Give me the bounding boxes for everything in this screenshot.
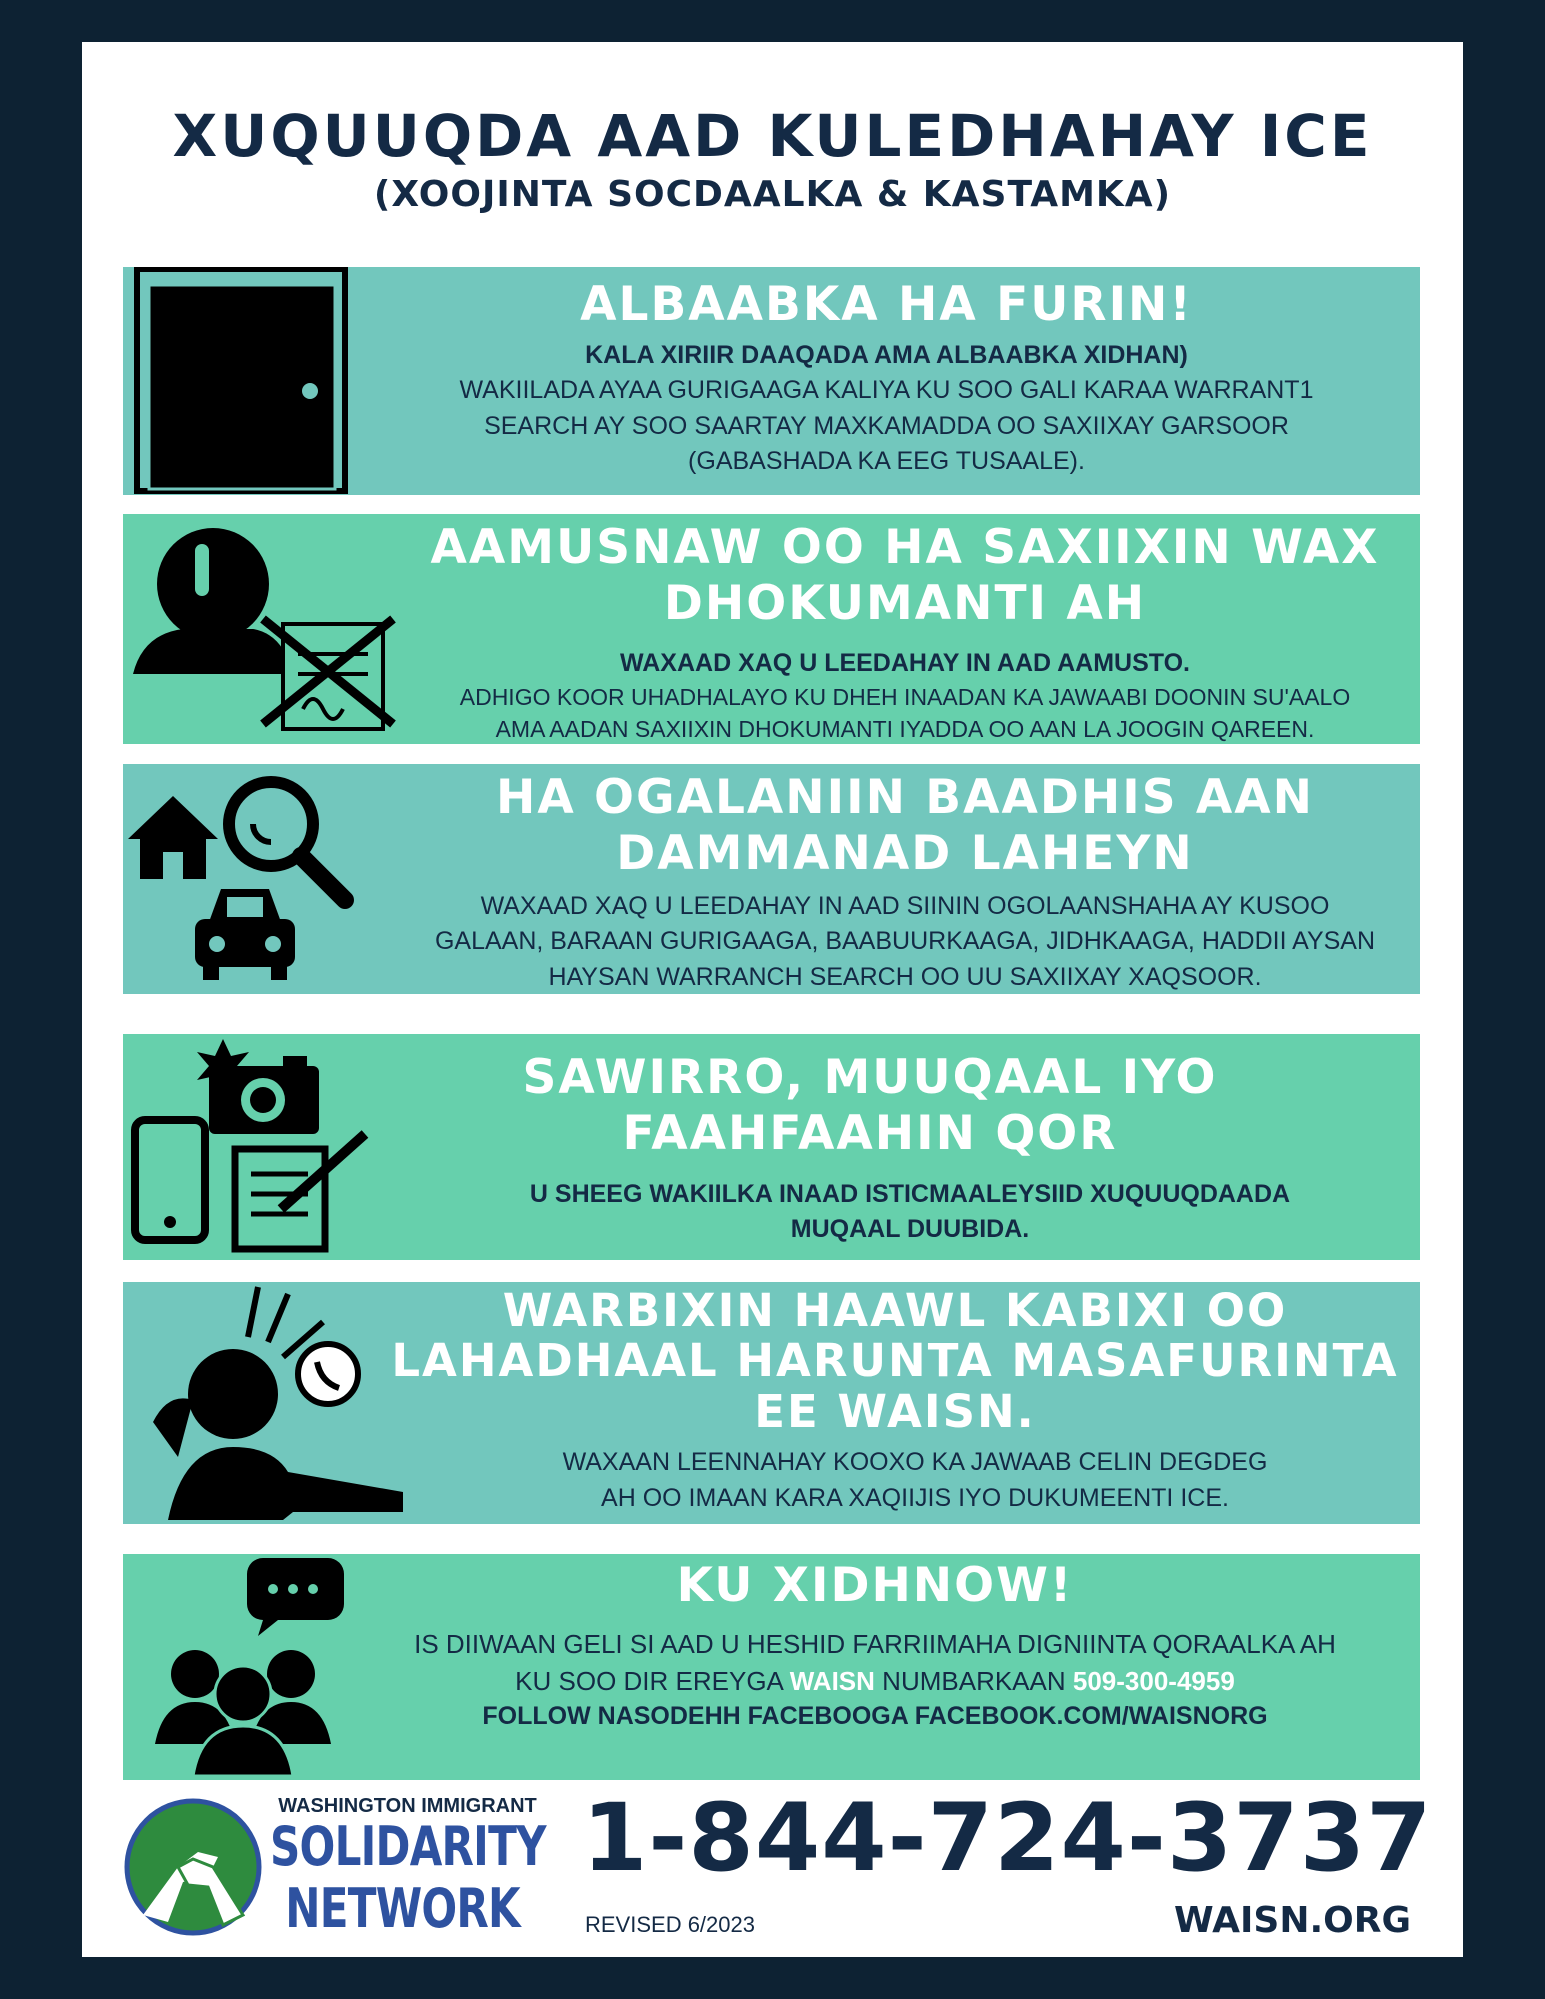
section-text-line: AH OO IMAAN KARA XAQIIJIS IYO DUKUMEENTI ICE. bbox=[601, 1483, 1229, 1512]
section-text-line: ADHIGO KOOR UHADHALAYO KU DHEH INAADAN KA JAWAABI DOONIN SU'AALO bbox=[459, 683, 1351, 710]
silence-no-sign-icon bbox=[123, 514, 403, 744]
section-subheading: WAXAAD XAQ U LEEDAHAY IN AAD AAMUSTO. bbox=[620, 648, 1190, 677]
sms-text: NUMBARKAAN bbox=[882, 1666, 1066, 1697]
section-connect bbox=[123, 1554, 1420, 1780]
camera-phone-notes-icon bbox=[123, 1034, 413, 1260]
revised-date: REVISED 6/2023 bbox=[585, 1912, 755, 1937]
section-search bbox=[123, 764, 1420, 994]
sms-text: KU SOO DIR EREYGA bbox=[515, 1666, 783, 1697]
section-subheading: U SHEEG WAKIILKA INAAD ISTICMAALEYSIID XUQUUQDAADA MUQAAL DUUBIDA. bbox=[529, 1179, 1291, 1244]
section-text-line: WAKIILADA AYAA GURIGAAGA KALIYA KU SOO GALI KARAA WARRANT1 bbox=[459, 376, 1314, 405]
section-text-line: HAYSAN WARRANCH SEARCH OO UU SAXIIXAY XAQSOOR. bbox=[548, 962, 1262, 991]
section-text-line: GALAAN, BARAAN GURIGAAGA, BAABUURKAAGA, JIDHKAAGA, HADDII AYSAN bbox=[434, 927, 1376, 956]
org-name-line3: NETWORK bbox=[285, 1877, 520, 1940]
section-heading: KU XIDHNOW! bbox=[676, 1558, 1074, 1613]
waisn-logo bbox=[123, 1797, 263, 1937]
section-heading: WARBIXIN HAAWL KABIXI OO LAHADHAAL HARUNTA MASAFURINTA EE WAISN. bbox=[391, 1284, 1399, 1438]
section-record bbox=[123, 1034, 1420, 1260]
page-title: XUQUUQDA AAD KULEDHAHAY ICE bbox=[172, 102, 1373, 170]
group-chat-icon bbox=[123, 1554, 353, 1780]
sms-keyword: WAISN bbox=[789, 1666, 875, 1697]
search-house-car-icon bbox=[123, 764, 403, 994]
section-text-line: SEARCH AY SOO SAARTAY MAXKAMADDA OO SAXIIXAY GARSOOR bbox=[484, 411, 1289, 440]
door-icon bbox=[123, 267, 353, 495]
website-link[interactable]: WAISN.ORG bbox=[1174, 1900, 1411, 1941]
section-heading: ALBAABKA HA FURIN! bbox=[580, 277, 1193, 332]
section-text-line: WAXAAN LEENNAHAY KOOXO KA JAWAAB CELIN DEGDEG bbox=[562, 1448, 1268, 1477]
section-door bbox=[123, 267, 1420, 495]
org-name-line1: WASHINGTON IMMIGRANT bbox=[278, 1795, 537, 1817]
facebook-line: FOLLOW NASODEHH FACEBOOGA FACEBOOK.COM/WAISNORG bbox=[482, 1702, 1268, 1731]
sms-line bbox=[330, 1663, 1420, 1700]
sms-number: 509-300-4959 bbox=[1072, 1666, 1235, 1697]
section-heading: HA OGALANIIN BAADHIS AAN DAMMANAD LAHEYN bbox=[495, 770, 1314, 882]
section-text-line: IS DIIWAAN GELI SI AAD U HESHID FARRIIMAHA DIGNIINTA QORAALKA AH bbox=[414, 1629, 1336, 1660]
hotline-number[interactable]: 1-844-724-3737 bbox=[582, 1784, 1433, 1893]
section-subheading: KALA XIRIIR DAAQADA AMA ALBAABKA XIDHAN) bbox=[585, 341, 1188, 370]
section-text-line: AMA AADAN SAXIIXIN DHOKUMANTI IYADDA OO AAN LA JOOGIN QAREEN. bbox=[495, 716, 1315, 743]
section-silence bbox=[123, 514, 1420, 744]
flyer-page bbox=[82, 42, 1463, 1957]
section-heading: AAMUSNAW OO HA SAXIIXIN WAX DHOKUMANTI AH bbox=[430, 520, 1380, 632]
section-heading: SAWIRRO, MUUQAAL IYO FAAHFAAHIN QOR bbox=[522, 1050, 1218, 1162]
section-report bbox=[123, 1282, 1420, 1524]
org-name-line2: SOLIDARITY bbox=[270, 1815, 546, 1878]
page-subtitle: (XOOJINTA SOCDAALKA & KASTAMKA) bbox=[373, 174, 1172, 215]
section-text-line: (GABASHADA KA EEG TUSAALE). bbox=[688, 447, 1085, 476]
section-text-line: WAXAAD XAQ U LEEDAHAY IN AAD SIININ OGOLAANSHAHA AY KUSOO bbox=[480, 891, 1330, 920]
